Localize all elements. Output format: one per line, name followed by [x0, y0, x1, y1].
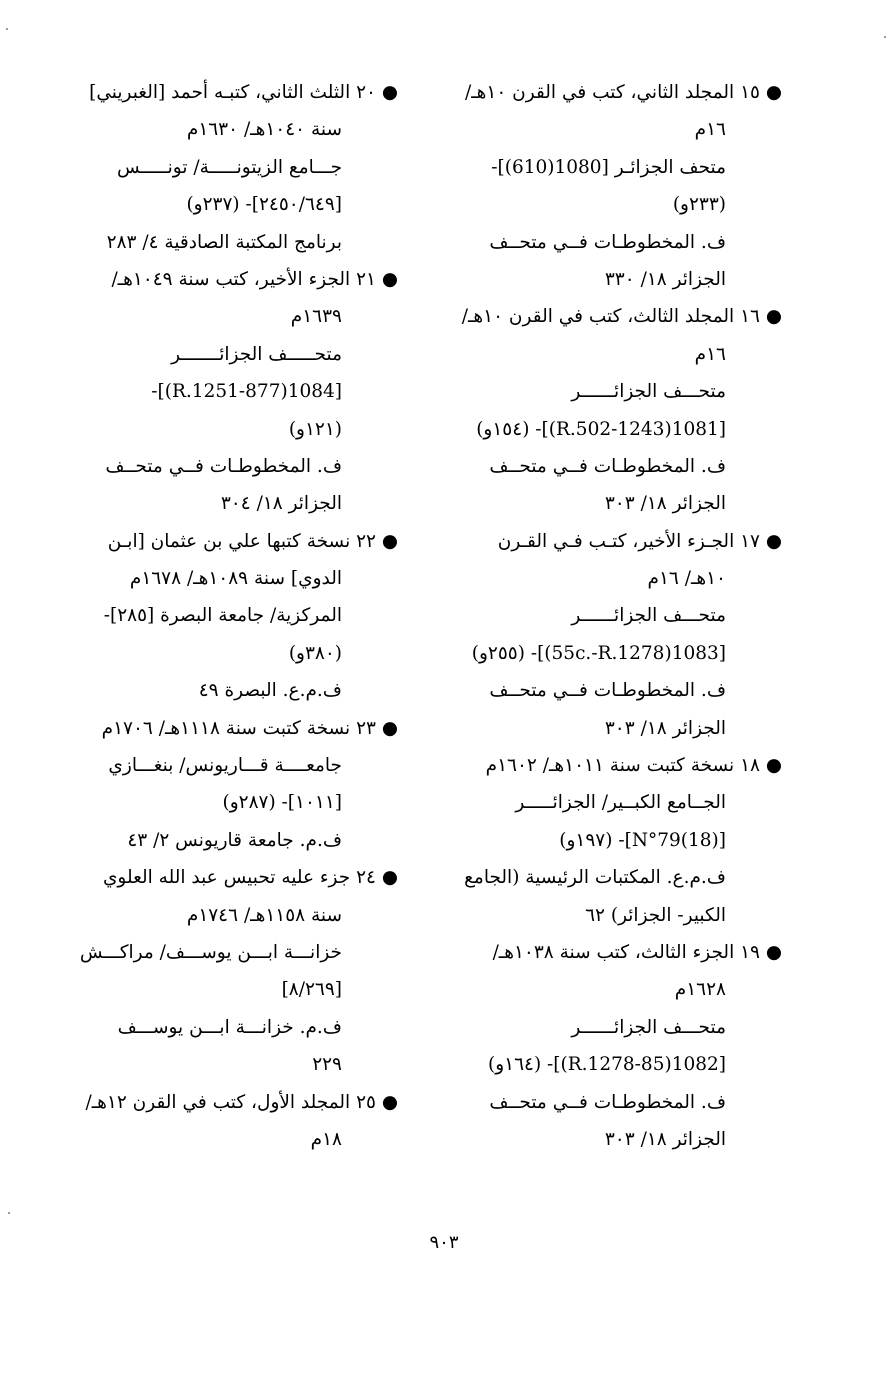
- entry-23-catalog: ف.م. جامعة قاريونس ٢/ ٤٣: [127, 829, 342, 851]
- page-number: ٩٠٣: [429, 1232, 459, 1253]
- entry-15-catalog: ف. المخطوطـات فــي متحــف: [489, 231, 726, 253]
- entry-16-catalog-ref: الجزائر ١٨/ ٣٠٣: [604, 493, 726, 515]
- entry-15-heading: ● ١٥ المجلد الثاني، كتب في القرن ١٠هـ/: [464, 82, 782, 103]
- entry-19-catalog: ف. المخطوطـات فــي متحــف: [489, 1091, 726, 1113]
- entry-22-location: المركزية/ جامعة البصرة [٢٨٥]-: [103, 605, 342, 627]
- entry-17-location: متحـــف الجزائــــــر: [571, 605, 726, 627]
- entry-23-heading: ● ٢٣ نسخة كتبت سنة ١١١٨هـ/ ١٧٠٦م: [101, 717, 398, 739]
- entry-24-catalog: ف.م. خزانـــة ابـــن يوســـف: [117, 1016, 342, 1038]
- left-column: [46, 74, 398, 1158]
- entry-20-shelfmark: [٢٤٥٠/٦٤٩]- (٢٣٧و): [186, 194, 342, 216]
- entry-24-shelfmark: [٨/٢٦٩]: [281, 979, 342, 1001]
- entry-18-location: الجــامع الكبــير/ الجزائـــــر: [515, 792, 726, 814]
- entry-18-shelfmark: [N°79(18)]- (١٩٧و): [559, 829, 726, 851]
- entry-25-date: ١٨م: [310, 1128, 342, 1150]
- entry-21-location: متحـــــف الجزائـــــــر: [171, 343, 342, 365]
- entry-18-catalog: ف.م.ع. المكتبات الرئيسية (الجامع: [464, 867, 726, 889]
- entry-19-location: متحـــف الجزائــــــر: [571, 1016, 726, 1038]
- entry-20-location: جـــامع الزيتونـــــة/ تونـــــس: [116, 156, 342, 178]
- entry-19-shelfmark: [1082(85-R.1278)]- (١٦٤و): [487, 1054, 726, 1076]
- entry-21-date: ١٦٣٩م: [290, 306, 342, 328]
- entry-22-folios: (٣٨٠و): [288, 642, 342, 664]
- entry-24-date: سنة ١١٥٨هـ/ ١٧٤٦م: [186, 904, 342, 926]
- entry-23-shelfmark: [١٠١١]- (٢٨٧و): [222, 792, 342, 814]
- entry-16-shelfmark: [1081(1243-R.502)]- (١٥٤و): [476, 418, 726, 440]
- entry-15-folios: (٢٣٣و): [672, 194, 726, 216]
- entry-16-date: ١٦م: [694, 343, 726, 365]
- entry-15-location: متحف الجزائـر [1080(610)]-: [491, 156, 726, 178]
- entry-21-catalog: ف. المخطوطـات فــي متحــف: [105, 455, 342, 477]
- entry-19-heading: ● ١٩ الجزء الثالث، كتب سنة ١٠٣٨هـ/: [492, 941, 782, 963]
- entry-22-heading: ● ٢٢ نسخة كتبها علي بن عثمان [ابـن: [107, 530, 398, 552]
- entry-20-catalog: برنامج المكتبة الصادقية ٤/ ٢٨٣: [106, 231, 342, 253]
- entry-21-shelfmark: [1084(877-R.1251)]-: [151, 381, 342, 403]
- entry-22-catalog: ف.م.ع. البصرة ٤٩: [198, 680, 342, 702]
- entry-20-heading: ● ٢٠ الثلث الثاني، كتبـه أحمد [الغبريني]: [89, 82, 398, 103]
- entry-21-heading: ● ٢١ الجزء الأخير، كتب سنة ١٠٤٩هـ/: [111, 268, 398, 290]
- entry-18-catalog-ref: الكبير- الجزائر) ٦٢: [585, 904, 726, 926]
- scan-speck: [884, 36, 886, 38]
- scan-speck: [8, 1212, 10, 1214]
- scan-speck: [6, 28, 8, 30]
- entry-21-folios: (١٢١و): [288, 418, 342, 440]
- entry-21-catalog-ref: الجزائر ١٨/ ٣٠٤: [220, 493, 342, 515]
- entry-15-date: ١٦م: [694, 119, 726, 141]
- entry-17-catalog: ف. المخطوطـات فــي متحــف: [489, 680, 726, 702]
- entry-24-location: خزانـــة ابـــن يوســـف/ مراكـــش: [79, 941, 342, 963]
- entry-23-location: جامعــــة قـــاريونس/ بنغـــازي: [108, 755, 342, 777]
- entry-20-date: سنة ١٠٤٠هـ/ ١٦٣٠م: [186, 119, 342, 141]
- entry-18-heading: ● ١٨ نسخة كتبت سنة ١٠١١هـ/ ١٦٠٢م: [485, 755, 782, 777]
- entry-24-catalog-ref: ٢٢٩: [312, 1054, 342, 1076]
- entry-17-shelfmark: [1083(55c.-R.1278)]- (٢٥٥و): [471, 642, 726, 664]
- entry-24-heading: ● ٢٤ جزء عليه تحبيس عبد الله العلوي: [102, 867, 398, 889]
- right-column: [430, 74, 782, 1158]
- entry-15-catalog-ref: الجزائر ١٨/ ٣٣٠: [604, 268, 726, 290]
- entry-17-heading: ● ١٧ الجـزء الأخير، كتـب فـي القـرن: [497, 530, 782, 552]
- entry-25-heading: ● ٢٥ المجلد الأول، كتب في القرن ١٢هـ/: [85, 1091, 398, 1113]
- entry-16-location: متحـــف الجزائــــــر: [571, 381, 726, 403]
- entry-22-date: الدوي] سنة ١٠٨٩هـ/ ١٦٧٨م: [129, 568, 342, 590]
- entry-19-catalog-ref: الجزائر ١٨/ ٣٠٣: [604, 1128, 726, 1150]
- entry-19-date: ١٦٢٨م: [674, 979, 726, 1001]
- entry-17-date: ١٠هـ/ ١٦م: [647, 568, 726, 590]
- entry-17-catalog-ref: الجزائر ١٨/ ٣٠٣: [604, 717, 726, 739]
- entry-16-catalog: ف. المخطوطـات فــي متحــف: [489, 455, 726, 477]
- entry-16-heading: ● ١٦ المجلد الثالث، كتب في القرن ١٠هـ/: [461, 306, 782, 328]
